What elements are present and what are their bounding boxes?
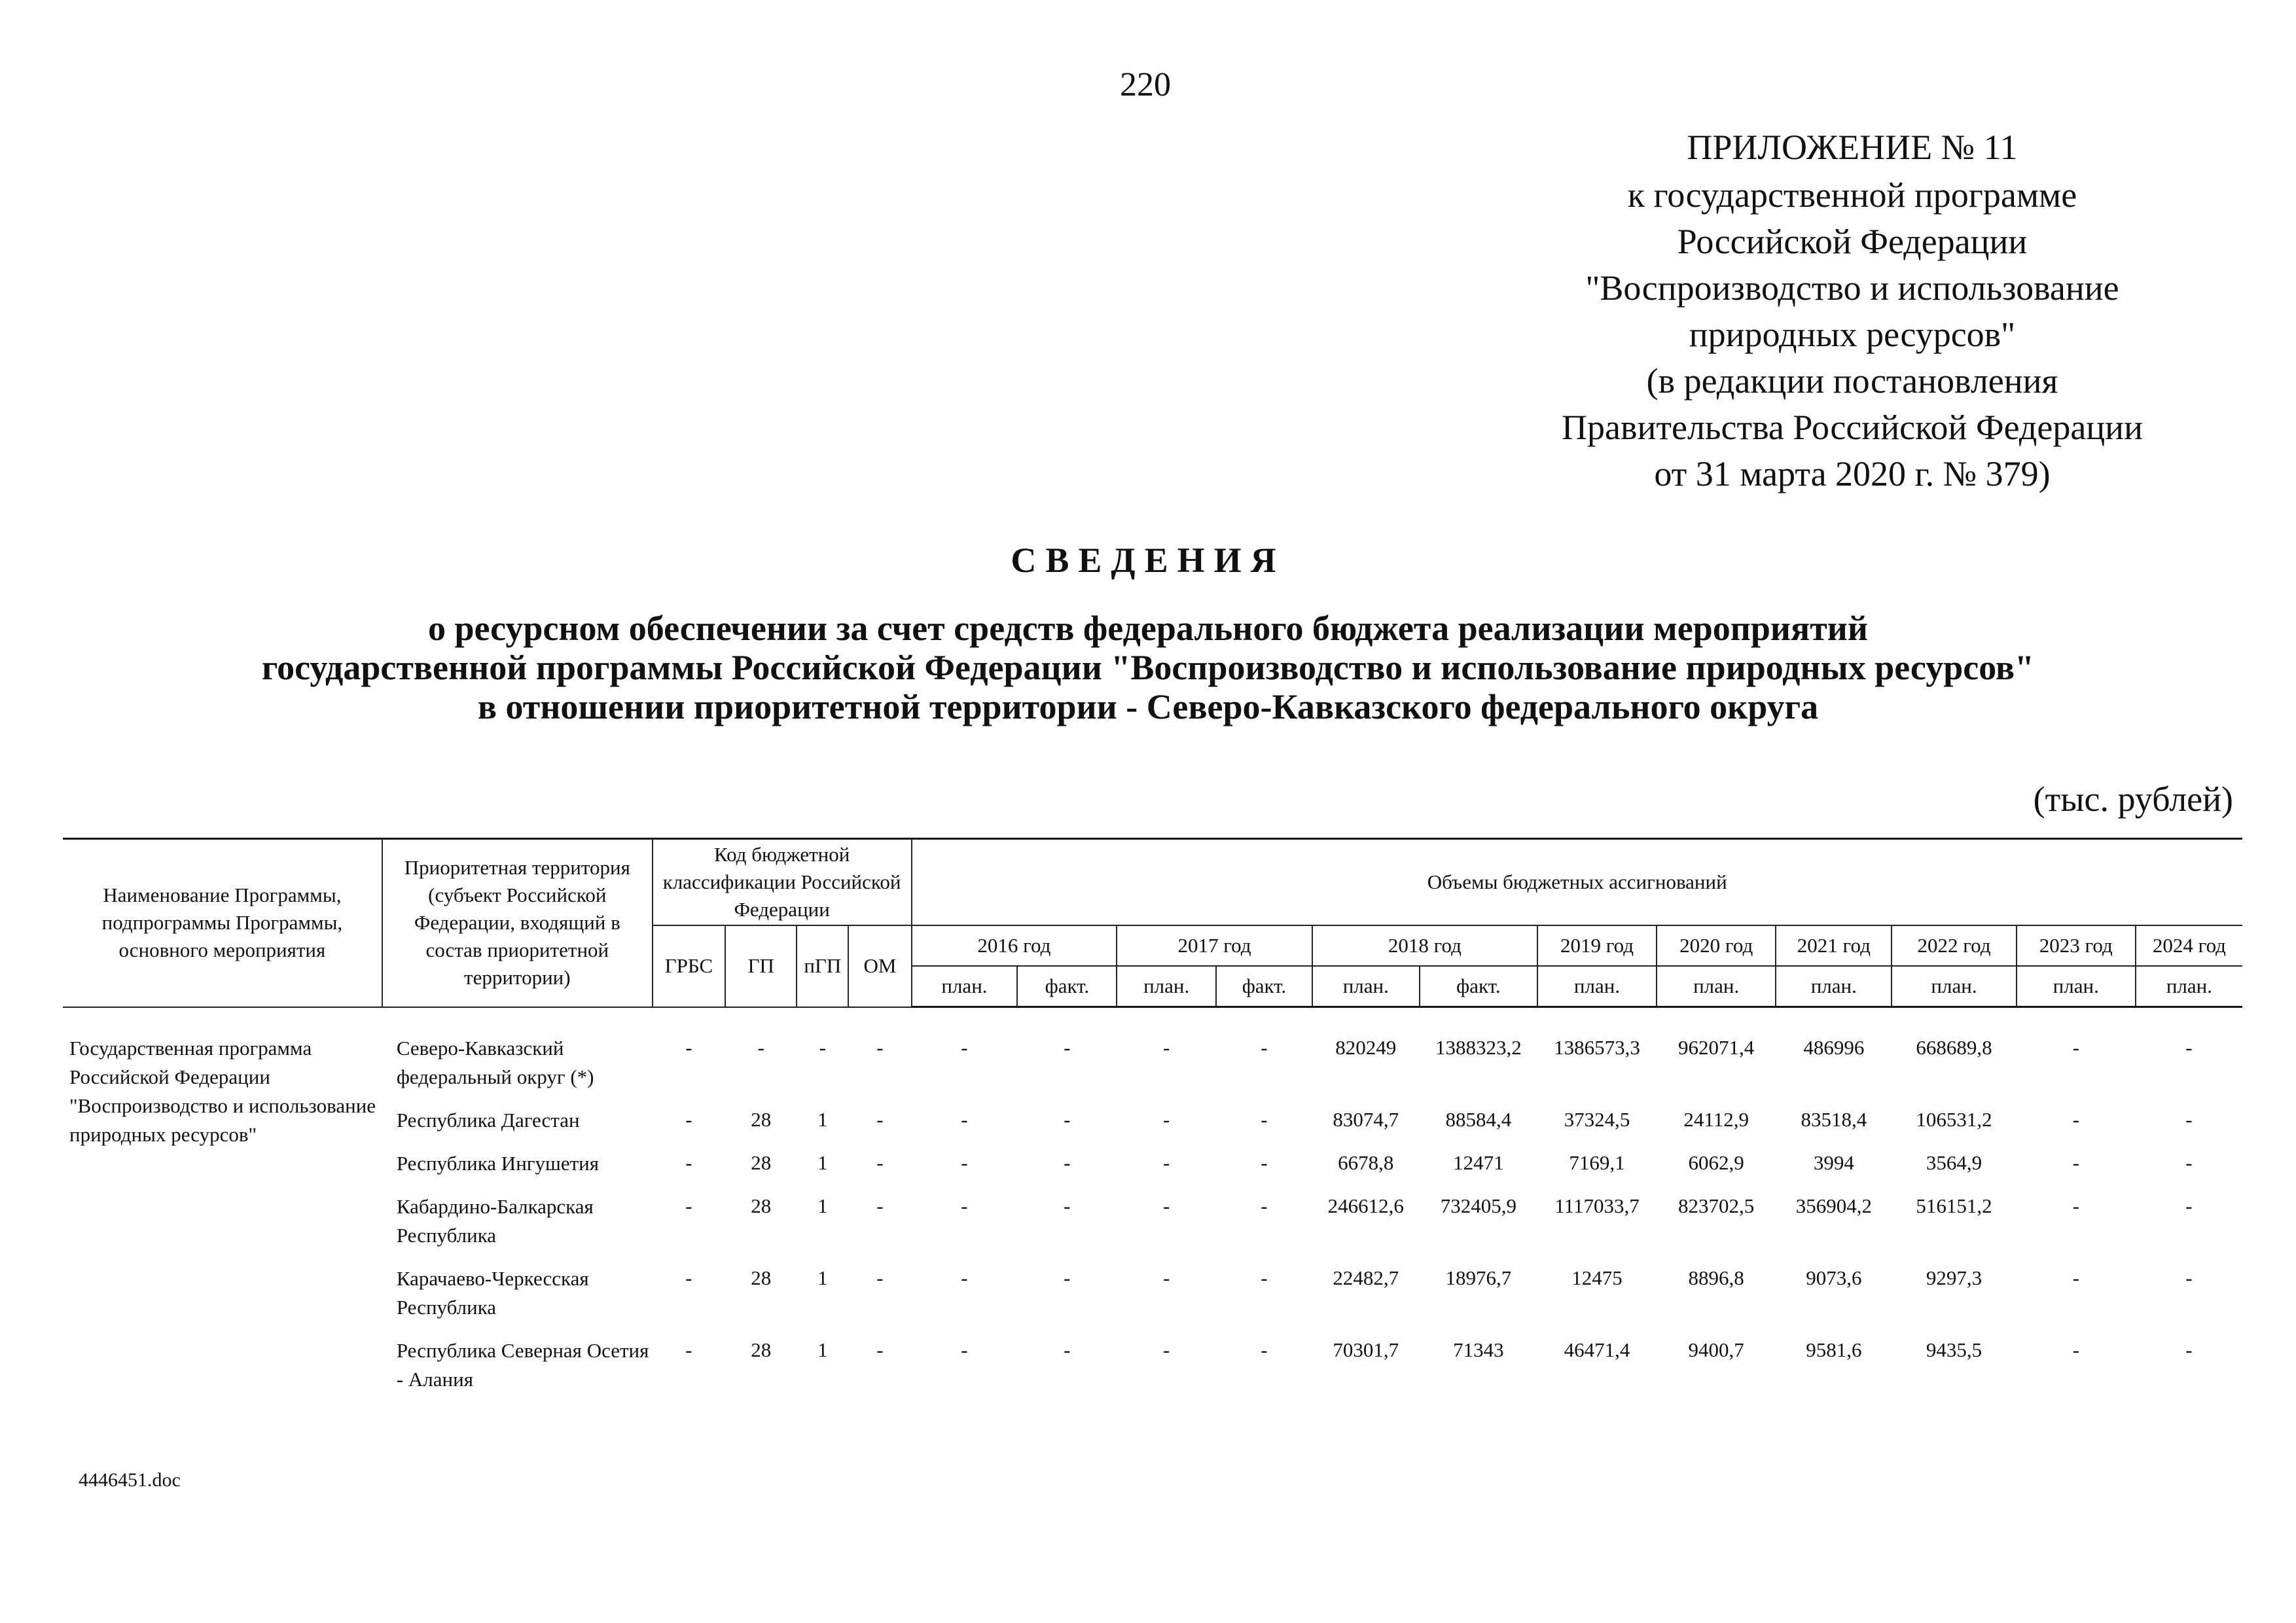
header-fact: факт.: [1420, 966, 1537, 1007]
subtitle-line: государственной программы Российской Федерации "Воспроизводство и использование природных ресурсов": [262, 648, 2034, 687]
resource-table: [63, 838, 2242, 1400]
value-cell: -: [2185, 1036, 2193, 1059]
value-cell: -: [1162, 1338, 1170, 1361]
value-cell: -: [2072, 1150, 2079, 1174]
value-cell: -: [961, 1266, 968, 1289]
value-cell: -: [961, 1107, 968, 1131]
om-cell: -: [876, 1266, 884, 1289]
grbs-cell: -: [685, 1266, 692, 1289]
value-cell: -: [1261, 1150, 1268, 1174]
value-cell: -: [961, 1150, 968, 1174]
value-cell: 246612,6: [1327, 1194, 1404, 1217]
grbs-cell: -: [685, 1035, 692, 1059]
value-cell: 820249: [1335, 1036, 1397, 1059]
value-cell: 12471: [1453, 1150, 1504, 1174]
header-plan: план.: [1776, 966, 1892, 1007]
value-cell: -: [2072, 1107, 2079, 1131]
grbs-cell: -: [685, 1150, 692, 1174]
value-cell: -: [961, 1036, 968, 1059]
table-row: [63, 1098, 2242, 1141]
value-cell: 1388323,2: [1435, 1036, 1522, 1059]
value-cell: -: [1162, 1107, 1170, 1131]
header-plan: план.: [1117, 966, 1216, 1007]
header-plan: план.: [1657, 966, 1776, 1007]
header-pgp: пГП: [797, 925, 848, 1007]
value-cell: -: [1162, 1194, 1170, 1217]
header-year-2022: 2022 год: [1892, 925, 2016, 966]
value-cell: -: [2072, 1338, 2079, 1361]
header-grbs: ГРБС: [653, 925, 725, 1007]
header-volumes: Объемы бюджетных ассигнований: [912, 839, 2243, 926]
grbs-cell: -: [685, 1194, 692, 1217]
value-cell: 22482,7: [1333, 1266, 1399, 1289]
header-fact: факт.: [1017, 966, 1117, 1007]
header-om: ОМ: [848, 925, 911, 1007]
header-gp: ГП: [725, 925, 797, 1007]
value-cell: -: [1064, 1338, 1071, 1361]
value-cell: 88584,4: [1445, 1107, 1512, 1131]
value-cell: 1117033,7: [1554, 1194, 1640, 1217]
value-cell: -: [2185, 1338, 2193, 1361]
table-row: [63, 1329, 2242, 1400]
appendix-line: Правительства Российской Федерации: [1562, 408, 2143, 447]
value-cell: -: [2185, 1150, 2193, 1174]
om-cell: -: [876, 1338, 884, 1361]
table-row: [63, 1141, 2242, 1185]
appendix-line: от 31 марта 2020 г. № 379): [1654, 454, 2051, 493]
gp-cell: 28: [751, 1266, 772, 1289]
value-cell: 9435,5: [1926, 1338, 1982, 1361]
value-cell: 106531,2: [1916, 1107, 1992, 1131]
value-cell: 3994: [1813, 1150, 1854, 1174]
subtitle-line: в отношении приоритетной территории - Северо-Кавказского федерального округа: [477, 687, 1819, 726]
value-cell: 18976,7: [1445, 1266, 1512, 1289]
header-year-2017: 2017 год: [1117, 925, 1312, 966]
value-cell: 71343: [1453, 1338, 1504, 1361]
value-cell: -: [2072, 1194, 2079, 1217]
gp-cell: 28: [751, 1338, 772, 1361]
resource-table-wrapper: [63, 838, 2242, 1400]
header-plan: план.: [1892, 966, 2016, 1007]
appendix-line: к государственной программе: [1627, 175, 2077, 215]
value-cell: -: [2185, 1107, 2193, 1131]
gp-cell: 28: [751, 1107, 772, 1131]
page-number: 220: [1120, 66, 1171, 103]
header-year-2021: 2021 год: [1776, 925, 1892, 966]
territory-cell: Республика Северная Осетия - Алания: [396, 1338, 649, 1391]
value-cell: -: [2072, 1266, 2079, 1289]
value-cell: 9073,6: [1806, 1266, 1862, 1289]
value-cell: 9400,7: [1688, 1338, 1744, 1361]
value-cell: -: [1162, 1036, 1170, 1059]
value-cell: 9297,3: [1926, 1266, 1982, 1289]
header-plan: план.: [2017, 966, 2136, 1007]
gp-cell: 28: [751, 1150, 772, 1174]
value-cell: 70301,7: [1333, 1338, 1399, 1361]
value-cell: -: [1261, 1338, 1268, 1361]
header-fact: факт.: [1216, 966, 1312, 1007]
value-cell: 12475: [1571, 1266, 1623, 1289]
header-territory: Приоритетная территория (субъект Российской Федерации, входящий в состав приоритетной территории): [382, 839, 653, 1007]
value-cell: 356904,2: [1795, 1194, 1872, 1217]
pgp-cell: 1: [817, 1107, 828, 1131]
territory-cell: Кабардино-Балкарская Республика: [396, 1194, 594, 1247]
value-cell: -: [1064, 1194, 1071, 1217]
appendix-block: [1492, 124, 2212, 497]
territory-cell: Республика Ингушетия: [396, 1151, 600, 1175]
header-plan: план.: [2136, 966, 2242, 1007]
gp-cell: -: [757, 1035, 764, 1059]
om-cell: -: [876, 1150, 884, 1174]
gp-cell: 28: [751, 1194, 772, 1217]
value-cell: -: [1064, 1266, 1071, 1289]
value-cell: 83074,7: [1333, 1107, 1399, 1131]
territory-cell: Карачаево-Черкесская Республика: [396, 1266, 589, 1319]
value-cell: -: [1064, 1107, 1071, 1131]
header-year-2018: 2018 год: [1312, 925, 1537, 966]
value-cell: 823702,5: [1678, 1194, 1755, 1217]
territory-cell: Республика Дагестан: [396, 1108, 580, 1132]
appendix-title: ПРИЛОЖЕНИЕ № 11: [1687, 128, 2018, 167]
pgp-cell: 1: [817, 1150, 828, 1174]
value-cell: -: [2185, 1194, 2193, 1217]
appendix-line: "Воспроизводство и использование: [1585, 268, 2119, 308]
value-cell: -: [961, 1194, 968, 1217]
subtitle-line: о ресурсном обеспечении за счет средств федерального бюджета реализации мероприятий: [428, 609, 1868, 648]
value-cell: 8896,8: [1688, 1266, 1744, 1289]
value-cell: -: [1261, 1194, 1268, 1217]
value-cell: 7169,1: [1569, 1150, 1625, 1174]
value-cell: 37324,5: [1564, 1107, 1630, 1131]
value-cell: 732405,9: [1440, 1194, 1516, 1217]
value-cell: -: [1261, 1266, 1268, 1289]
value-cell: -: [1162, 1150, 1170, 1174]
header-year-2020: 2020 год: [1657, 925, 1776, 966]
program-name-cell: Государственная программа Российской Федерации "Воспроизводство и использование природных ресурсов": [69, 1036, 376, 1146]
value-cell: -: [2072, 1036, 2079, 1059]
pgp-cell: 1: [817, 1266, 828, 1289]
value-cell: 668689,8: [1916, 1036, 1992, 1059]
units-label: (тыс. рублей): [2033, 779, 2233, 819]
om-cell: -: [876, 1035, 884, 1059]
grbs-cell: -: [685, 1338, 692, 1361]
appendix-line: Российской Федерации: [1677, 222, 2028, 261]
om-cell: -: [876, 1107, 884, 1131]
header-year-2024: 2024 год: [2136, 925, 2242, 966]
header-year-2023: 2023 год: [2017, 925, 2136, 966]
value-cell: -: [1064, 1036, 1071, 1059]
territory-cell: Северо-Кавказский федеральный округ (*): [396, 1036, 594, 1088]
header-plan: план.: [912, 966, 1018, 1007]
pgp-cell: 1: [817, 1338, 828, 1361]
header-plan: план.: [1537, 966, 1657, 1007]
value-cell: 6062,9: [1688, 1150, 1744, 1174]
value-cell: -: [2185, 1266, 2193, 1289]
om-cell: -: [876, 1194, 884, 1217]
value-cell: 516151,2: [1916, 1194, 1992, 1217]
header-plan: план.: [1312, 966, 1420, 1007]
value-cell: 46471,4: [1564, 1338, 1630, 1361]
value-cell: -: [1162, 1266, 1170, 1289]
header-budget-code: Код бюджетной классификации Российской Федерации: [653, 839, 912, 926]
value-cell: 24112,9: [1683, 1107, 1749, 1131]
grbs-cell: -: [685, 1107, 692, 1131]
value-cell: 9581,6: [1806, 1338, 1862, 1361]
header-year-2019: 2019 год: [1537, 925, 1657, 966]
appendix-line: (в редакции постановления: [1646, 361, 2058, 401]
value-cell: 6678,8: [1338, 1150, 1394, 1174]
value-cell: 486996: [1803, 1036, 1865, 1059]
footer-file-name: 4446451.doc: [79, 1469, 181, 1491]
header-year-2016: 2016 год: [912, 925, 1117, 966]
header-program-name: Наименование Программы, подпрограммы Программы, основного мероприятия: [63, 839, 382, 1007]
table-row: [63, 1257, 2242, 1329]
table-row: [63, 1185, 2242, 1257]
value-cell: -: [1261, 1107, 1268, 1131]
value-cell: 83518,4: [1801, 1107, 1867, 1131]
table-row: [63, 1007, 2242, 1098]
value-cell: 3564,9: [1926, 1150, 1982, 1174]
value-cell: 1386573,3: [1554, 1036, 1640, 1059]
appendix-line: природных ресурсов": [1689, 315, 2016, 354]
pgp-cell: -: [819, 1035, 827, 1059]
value-cell: 962071,4: [1678, 1036, 1755, 1059]
document-title: СВЕДЕНИЯ: [1011, 541, 1285, 580]
value-cell: -: [1064, 1150, 1071, 1174]
pgp-cell: 1: [817, 1194, 828, 1217]
value-cell: -: [1261, 1036, 1268, 1059]
value-cell: -: [961, 1338, 968, 1361]
document-subtitle: [0, 609, 2296, 726]
